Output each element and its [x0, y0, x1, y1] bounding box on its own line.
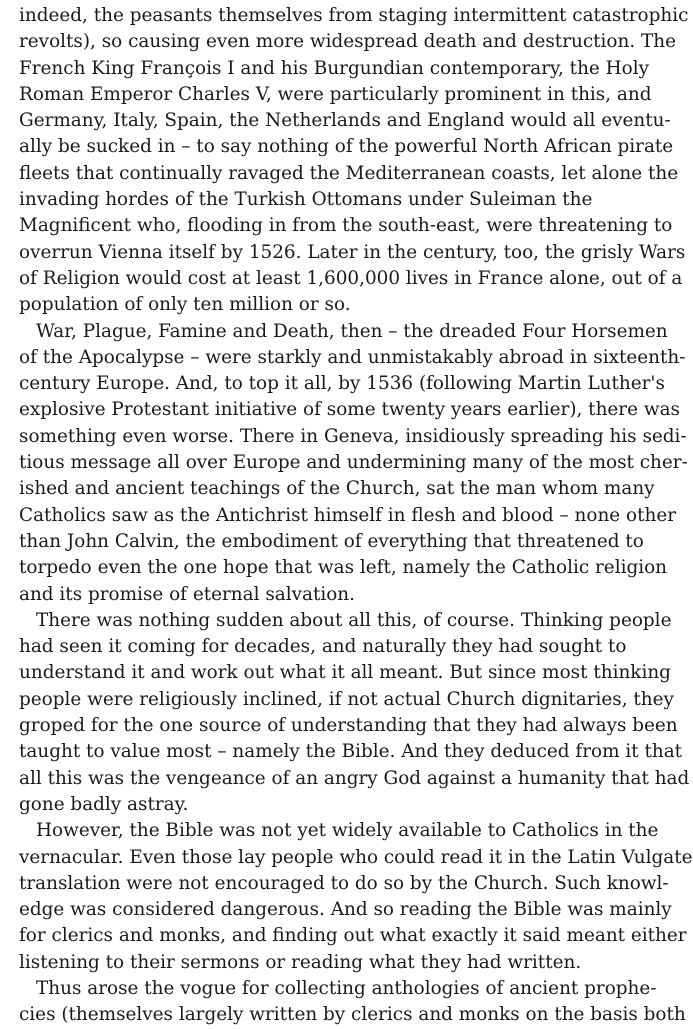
- text-line: of Religion would cost at least 1,600,000 lives in France alone, out of a: [19, 267, 683, 289]
- text-line: population of only ten million or so.: [19, 294, 351, 316]
- text-line: However, the Bible was not yet widely available to Catholics in the: [36, 820, 659, 842]
- text-line: There was nothing sudden about all this, of course. Thinking people: [36, 609, 672, 631]
- text-line: for clerics and monks, and finding out what exactly it said meant either: [19, 925, 687, 947]
- paragraph: [19, 818, 693, 976]
- text-line: all this was the vengeance of an angry God against a humanity that had: [19, 767, 690, 789]
- text-line: ally be sucked in – to say nothing of the powerful North African pirate: [19, 136, 674, 158]
- text-line: War, Plague, Famine and Death, then – the dreaded Four Horsemen: [36, 320, 668, 342]
- text-line: Germany, Italy, Spain, the Netherlands and England would all eventu-: [19, 110, 671, 132]
- text-line: century Europe. And, to top it all, by 1536 (following Martin Luther's: [19, 373, 665, 395]
- text-line: listening to their sermons or reading what they had written.: [19, 951, 582, 973]
- text-line: vernacular. Even those lay people who could read it in the Latin Vulgate: [19, 846, 693, 868]
- text-line: revolts), so causing even more widespread death and destruction. The: [19, 31, 677, 53]
- paragraph: [19, 608, 690, 818]
- text-line: French King François I and his Burgundian contemporary, the Holy: [19, 57, 650, 79]
- text-line: had seen it coming for decades, and naturally they had sought to: [19, 636, 627, 658]
- text-line: translation were not encouraged to do so by the Church. Such knowl-: [19, 872, 669, 894]
- text-line: taught to value most – namely the Bible. And they deduced from it that: [19, 741, 683, 763]
- text-line: Magnificent who, flooding in from the south-east, were threatening to: [19, 215, 673, 237]
- text-line: understand it and work out what it all meant. But since most thinking: [19, 662, 671, 684]
- text-line: and its promise of eternal salvation.: [19, 583, 355, 605]
- text-line: cies (themselves largely written by clerics and monks on the basis both: [19, 1004, 686, 1026]
- body-text: [19, 3, 693, 1029]
- text-line: something even worse. There in Geneva, insidiously spreading his sedi-: [19, 425, 687, 447]
- text-line: Catholics saw as the Antichrist himself in flesh and blood – none other: [19, 504, 677, 526]
- text-line: indeed, the peasants themselves from staging intermittent catastrophic: [19, 5, 689, 26]
- text-line: invading hordes of the Turkish Ottomans under Suleiman the: [19, 189, 593, 211]
- text-line: of the Apocalypse – were starkly and unmistakably abroad in sixteenth-: [19, 346, 686, 368]
- paragraph: [19, 976, 686, 1029]
- text-line: Thus arose the vogue for collecting anthologies of ancient prophe-: [36, 977, 657, 999]
- text-line: ished and ancient teachings of the Church, sat the man whom many: [19, 478, 655, 500]
- text-line: edge was considered dangerous. And so reading the Bible was mainly: [19, 899, 672, 921]
- paragraph: [19, 3, 689, 319]
- text-line: Roman Emperor Charles V, were particularly prominent in this, and: [19, 83, 652, 105]
- text-line: tious message all over Europe and undermining many of the most cher-: [19, 452, 688, 474]
- paragraph: [19, 319, 688, 608]
- text-line: than John Calvin, the embodiment of everything that threatened to: [19, 530, 644, 552]
- text-line: people were religiously inclined, if not actual Church dignitaries, they: [19, 688, 674, 710]
- text-line: groped for the one source of understanding that they had always been: [19, 715, 678, 737]
- text-line: overrun Vienna itself by 1526. Later in the century, too, the grisly Wars: [19, 241, 686, 263]
- text-line: explosive Protestant initiative of some twenty years earlier), there was: [19, 399, 680, 421]
- text-line: fleets that continually ravaged the Mediterranean coasts, let alone the: [19, 162, 679, 184]
- text-line: torpedo even the one hope that was left, namely the Catholic religion: [19, 557, 668, 579]
- text-line: gone badly astray.: [19, 793, 189, 815]
